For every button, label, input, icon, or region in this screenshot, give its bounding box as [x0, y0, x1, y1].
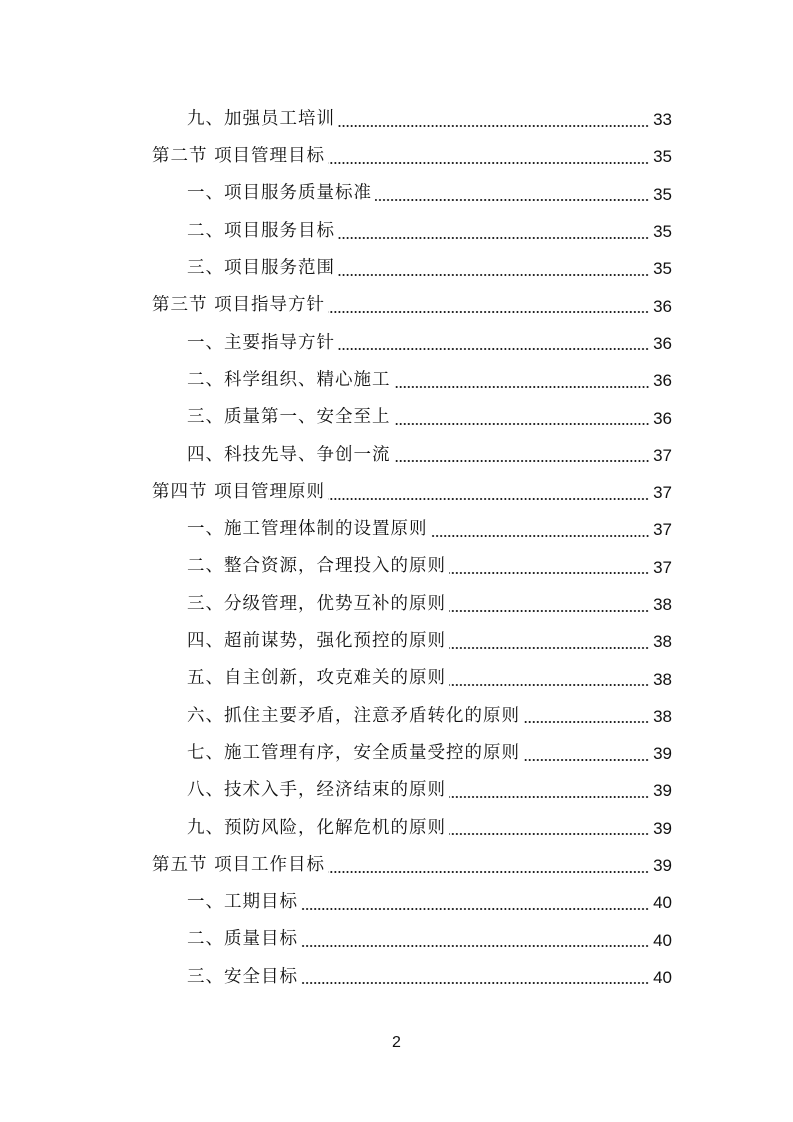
toc-entry[interactable]: [0, 922, 793, 959]
toc-entry-page: 38: [653, 595, 672, 614]
toc-entry-title: 四、科技先导、争创一流: [187, 444, 391, 465]
toc-entry[interactable]: [0, 437, 793, 474]
dot-leader: [394, 386, 650, 388]
toc-entry[interactable]: [0, 213, 793, 250]
toc-entry-title: 九、预防风险，化解危机的原则: [187, 817, 446, 838]
dot-leader: [375, 199, 649, 201]
toc-entry[interactable]: [0, 325, 793, 362]
toc-entry-title: 三、质量第一、安全至上: [187, 407, 391, 428]
dot-leader: [523, 721, 649, 723]
toc-entry[interactable]: [0, 138, 793, 175]
toc-entry-title: 二、整合资源，合理投入的原则: [187, 556, 446, 577]
toc-entry-page: 36: [653, 371, 672, 391]
toc-entry[interactable]: [0, 176, 793, 213]
toc-entry-page: 35: [653, 259, 672, 279]
dot-leader: [449, 796, 649, 798]
toc-entry-title: 三、分级管理，优势互补的原则: [187, 593, 446, 614]
dot-leader: [449, 647, 649, 649]
dot-leader: [394, 460, 650, 462]
toc-entry-title: 第三节 项目指导方针: [152, 295, 326, 316]
dot-leader: [301, 908, 649, 910]
toc-entry-page: 40: [653, 930, 672, 950]
toc-entry[interactable]: [0, 101, 793, 138]
toc-entry[interactable]: [0, 660, 793, 697]
toc-entry-page: 39: [653, 818, 672, 838]
dot-leader: [394, 423, 650, 425]
toc-entry-title: 第五节 项目工作目标: [152, 854, 326, 875]
dot-leader: [338, 274, 649, 276]
toc-entry-title: 五、自主创新，攻克难关的原则: [187, 668, 446, 689]
dot-leader: [338, 125, 649, 127]
toc-entry-page: 38: [653, 632, 672, 652]
toc-entry-page: 38: [653, 706, 672, 726]
toc-entry-page: 39: [653, 856, 672, 876]
toc-entry-page: 39: [653, 744, 672, 764]
toc-entry-title: 一、项目服务质量标准: [187, 183, 372, 204]
toc-entry-page: 37: [653, 483, 672, 503]
toc-entry-title: 二、质量目标: [187, 929, 298, 950]
dot-leader: [449, 833, 649, 835]
toc-entry-title: 第二节 项目管理目标: [152, 146, 326, 167]
toc-entry[interactable]: [0, 250, 793, 287]
toc-entry[interactable]: [0, 884, 793, 921]
toc-entry-title: 一、施工管理体制的设置原则: [187, 519, 428, 540]
dot-leader: [449, 684, 649, 686]
toc-entry[interactable]: [0, 362, 793, 399]
toc-entry[interactable]: [0, 810, 793, 847]
toc-entry-title: 三、项目服务范围: [187, 258, 335, 279]
dot-leader: [338, 348, 649, 350]
toc-entry-page: 40: [653, 967, 672, 987]
dot-leader: [328, 162, 649, 164]
toc-entry-title: 一、主要指导方针: [187, 332, 335, 353]
page-number: 2: [392, 1034, 401, 1051]
toc-entry[interactable]: [0, 959, 793, 996]
dot-leader: [328, 871, 649, 873]
toc-entry[interactable]: [0, 698, 793, 735]
toc-entry-page: 36: [653, 333, 672, 353]
dot-leader: [523, 759, 649, 761]
toc-entry-page: 36: [653, 296, 672, 316]
toc-entry-page: 37: [653, 445, 672, 465]
table-of-contents: [0, 101, 793, 996]
toc-entry-title: 七、施工管理有序，安全质量受控的原则: [187, 742, 520, 763]
dot-leader: [431, 535, 650, 537]
dot-leader: [301, 982, 649, 984]
toc-entry-page: 35: [653, 147, 672, 167]
toc-entry-title: 第四节 项目管理原则: [152, 481, 326, 502]
toc-entry-title: 六、抓住主要矛盾，注意矛盾转化的原则: [187, 705, 520, 726]
toc-entry[interactable]: [0, 511, 793, 548]
toc-entry[interactable]: [0, 735, 793, 772]
toc-entry-page: 33: [653, 110, 672, 130]
toc-entry-title: 八、技术入手，经济结束的原则: [187, 780, 446, 801]
toc-entry-title: 四、超前谋势，强化预控的原则: [187, 631, 446, 652]
toc-entry-page: 37: [653, 557, 672, 577]
toc-entry-page: 35: [653, 222, 672, 242]
dot-leader: [328, 311, 649, 313]
toc-entry-title: 九、加强员工培训: [187, 108, 335, 129]
toc-entry-page: 39: [653, 781, 672, 801]
toc-entry-title: 三、安全目标: [187, 966, 298, 987]
toc-entry[interactable]: [0, 549, 793, 586]
dot-leader: [449, 610, 649, 612]
dot-leader: [301, 945, 649, 947]
toc-entry[interactable]: [0, 586, 793, 623]
toc-entry[interactable]: [0, 399, 793, 436]
toc-entry[interactable]: [0, 772, 793, 809]
dot-leader: [338, 237, 649, 239]
toc-entry[interactable]: [0, 287, 793, 324]
toc-entry-title: 二、科学组织、精心施工: [187, 369, 391, 390]
toc-entry-title: 二、项目服务目标: [187, 220, 335, 241]
toc-entry[interactable]: [0, 623, 793, 660]
toc-entry-page: 35: [653, 184, 672, 204]
toc-entry-page: 38: [653, 669, 672, 689]
dot-leader: [449, 572, 649, 574]
toc-entry-title: 一、工期目标: [187, 892, 298, 913]
toc-entry-page: 36: [653, 408, 672, 428]
dot-leader: [328, 498, 649, 500]
toc-entry-page: 40: [653, 893, 672, 913]
toc-entry[interactable]: [0, 474, 793, 511]
toc-entry[interactable]: [0, 847, 793, 884]
toc-entry-page: 37: [653, 520, 672, 540]
